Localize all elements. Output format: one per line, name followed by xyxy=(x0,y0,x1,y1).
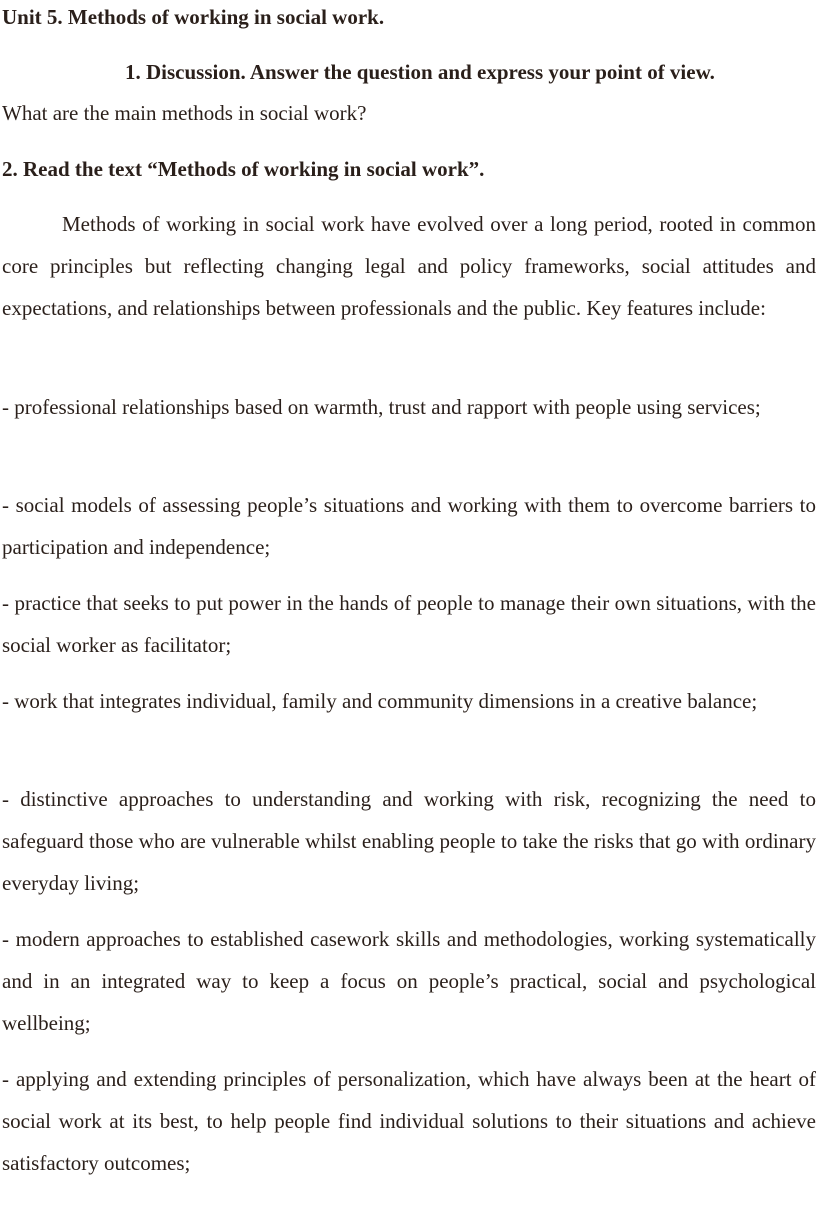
feature-item-5: - distinctive approaches to understanding and working with risk, recognizing the need to safeguard those who are vulnerable whilst enabling people to take the risks that go with ordinary everyday living; xyxy=(2,787,816,895)
feature-item-2: - social models of assessing people’s situations and working with them to overcome barriers to participation and independence; xyxy=(2,493,816,559)
feature-item-6: - modern approaches to established casework skills and methodologies, working systematically and in an integrated way to keep a focus on people’s practical, social and psychological wellbeing; xyxy=(2,927,816,1035)
discussion-question: What are the main methods in social work? xyxy=(2,101,367,125)
feature-item-1: - professional relationships based on warmth, trust and rapport with people using services; xyxy=(2,395,761,419)
feature-item-7: - applying and extending principles of personalization, which have always been at the heart of social work at its best, to help people find individual solutions to their situations and achieve satisfactory outcomes; xyxy=(2,1067,816,1175)
unit-title: Unit 5. Methods of working in social work. xyxy=(2,5,385,29)
section2-heading: 2. Read the text “Methods of working in social work”. xyxy=(2,157,485,181)
feature-item-3: - practice that seeks to put power in the hands of people to manage their own situations, with the social worker as facilitator; xyxy=(2,591,816,657)
section1-heading: 1. Discussion. Answer the question and express your point of view. xyxy=(125,60,715,84)
feature-item-4: - work that integrates individual, family and community dimensions in a creative balance; xyxy=(2,689,758,713)
intro-paragraph: Methods of working in social work have evolved over a long period, rooted in common core principles but reflecting changing legal and policy frameworks, social attitudes and expectations, and relationships between professionals and the public. Key features include: xyxy=(2,212,816,320)
